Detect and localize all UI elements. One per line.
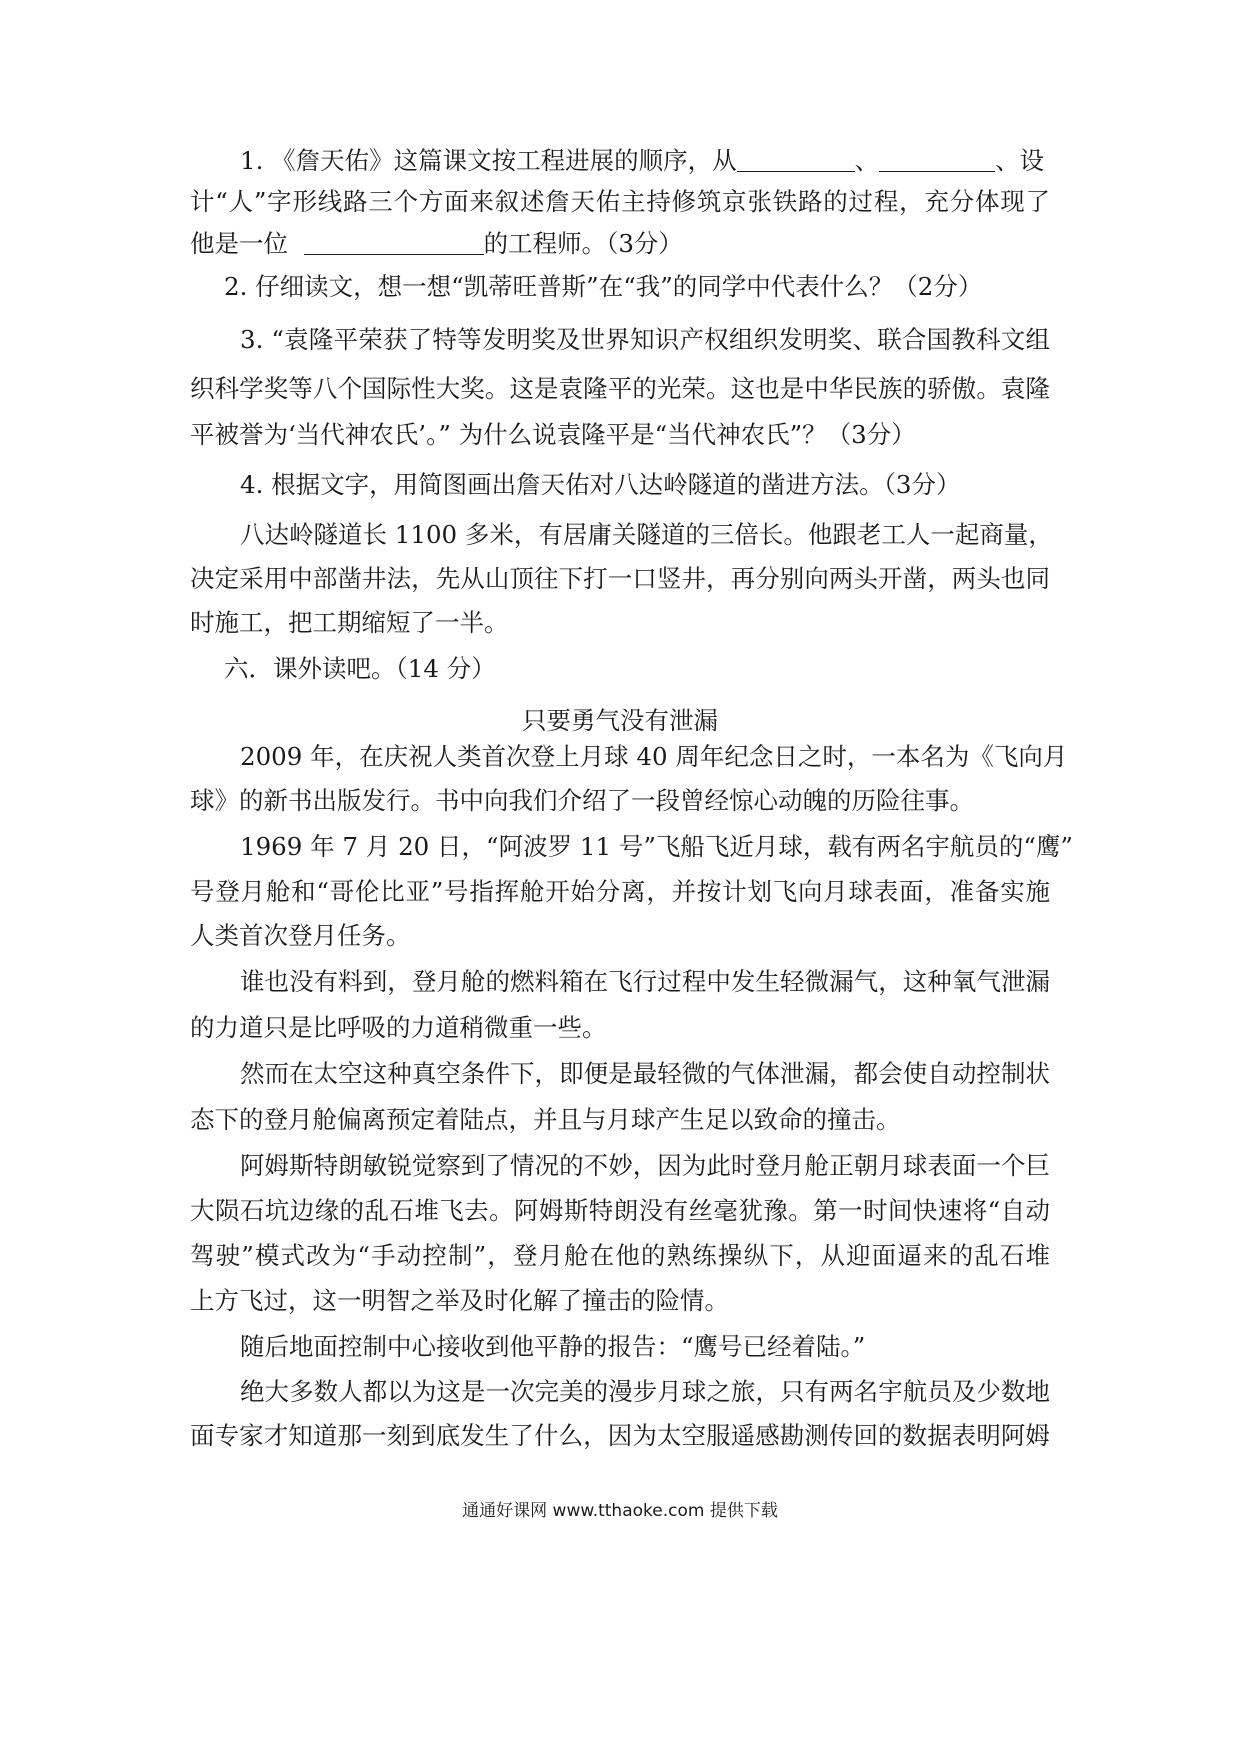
article-line: 号登月舱和“哥伦比亚”号指挥舱开始分离，并按计划飞向月球表面，准备实施 [190,877,1050,906]
q1-line-1 [240,146,1050,175]
q3-line-3: 平被誉为‘当代神农氏’。” 为什么说袁隆平是“当代神农氏”？（3分） [190,420,916,449]
article-line: 1969 年 7 月 20 日，“阿波罗 11 号”飞船飞近月球，载有两名宇航员的“鹰” [240,832,1073,861]
q1-blank-3[interactable] [304,232,484,255]
article-line: 阿姆斯特朗敏锐觉察到了情况的不妙，因为此时登月舱正朝月球表面一个巨 [240,1151,1050,1180]
q1-separator: 、 [854,146,880,175]
article-line: 驾驶”模式改为“手动控制”，登月舱在他的熟练操纵下，从迎面逼来的乱石堆 [190,1241,1050,1270]
q2-line: 2. 仔细读文，想一想“凯蒂旺普斯”在“我”的同学中代表什么？（2分） [224,272,983,301]
article-line: 上方飞过，这一明智之举及时化解了撞击的险情。 [190,1286,729,1315]
article-line: 随后地面控制中心接收到他平静的报告：“鹰号已经着陆。” [240,1332,866,1361]
article-line: 谁也没有料到，登月舱的燃料箱在飞行过程中发生轻微漏气，这种氧气泄漏 [240,967,1050,996]
article-line: 大陨石坑边缘的乱石堆飞去。阿姆斯特朗没有丝毫犹豫。第一时间快速将“自动 [190,1196,1050,1225]
q4-line-1: 八达岭隧道长 1100 多米，有居庸关隧道的三倍长。他跟老工人一起商量， [240,520,1053,549]
q4-line-2: 决定采用中部凿井法，先从山顶往下打一口竖井，再分别向两头开凿，两头也同 [190,564,1050,593]
q4-prompt: 4. 根据文字，用简图画出詹天佑对八达岭隧道的凿进方法。（3分） [240,470,961,499]
article-line: 人类首次登月任务。 [190,921,411,950]
page-footer: 通通好课网 www.tthaoke.com 提供下载 [462,1501,778,1521]
q1-text-c: 他是一位 [190,229,288,258]
q4-line-3: 时施工，把工期缩短了一半。 [190,608,509,637]
article-line: 然而在太空这种真空条件下，即便是最轻微的气体泄漏，都会使自动控制状 [240,1059,1050,1088]
article-line: 2009 年，在庆祝人类首次登上月球 40 周年纪念日之时，一本名为《飞向月 [240,742,1068,771]
q3-line-1: 3. “袁隆平荣获了特等发明奖及世界知识产权组织发明奖、联合国教科文组 [240,325,1050,354]
q1-text-a: 1. 《詹天佑》这篇课文按工程进展的顺序，从 [240,146,737,175]
q1-line-3 [190,229,1050,258]
q1-text-d: 的工程师。（3分） [483,229,683,258]
article-title: 只要勇气没有泄漏 [522,706,718,735]
q3-line-2: 织科学奖等八个国际性大奖。这是袁隆平的光荣。这也是中华民族的骄傲。袁隆 [190,374,1050,403]
article-line: 绝大多数人都以为这是一次完美的漫步月球之旅，只有两名宇航员及少数地 [240,1377,1050,1406]
q1-line-2: 计“人”字形线路三个方面来叙述詹天佑主持修筑京张铁路的过程，充分体现了 [190,187,1050,216]
section-6-heading: 六．课外读吧。（14 分） [224,654,496,683]
article-line: 态下的登月舱偏离预定着陆点，并且与月球产生足以致命的撞击。 [190,1105,901,1134]
q1-blank-2[interactable] [879,149,995,172]
q1-blank-1[interactable] [737,149,855,172]
article-line: 的力道只是比呼吸的力道稍微重一些。 [190,1013,607,1042]
article-line: 球》的新书出版发行。书中向我们介绍了一段曾经惊心动魄的历险往事。 [190,786,974,815]
q1-text-b: 、设 [995,146,1045,175]
article-line: 面专家才知道那一刻到底发生了什么，因为太空服遥感勘测传回的数据表明阿姆 [190,1421,1050,1450]
